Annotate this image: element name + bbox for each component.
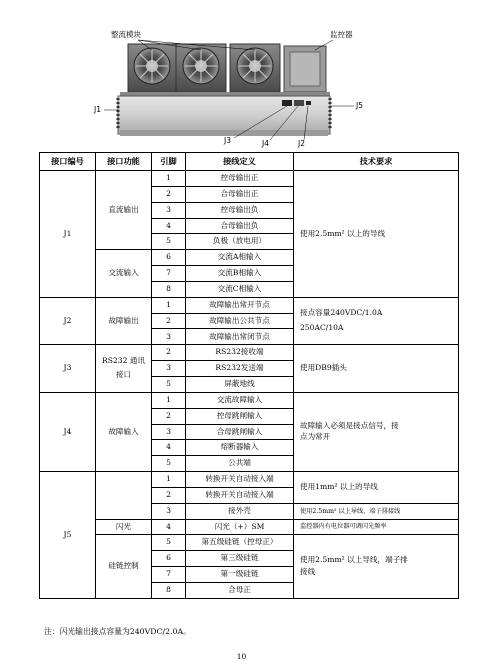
requirement-j2-line2: 250AC/10A	[300, 323, 344, 333]
requirement-j5-1-2: 使用1mm² 以上的导线	[294, 472, 459, 504]
header-interface-function: 接口功能	[96, 153, 152, 171]
table-row	[40, 171, 459, 187]
pin-cell: 5	[152, 376, 186, 392]
label-j4: J4	[262, 139, 269, 148]
requirement-j2	[294, 297, 459, 345]
table-row	[40, 297, 459, 313]
requirement-j5-5-8-line2: 接线	[300, 567, 316, 577]
header-interface-id: 接口编号	[40, 153, 96, 171]
table-header-row	[40, 153, 459, 171]
definition-cell: 控母跳闸输入	[186, 408, 294, 424]
interface-id-j2: J2	[40, 297, 96, 345]
definition-cell: 转换开关自动接入端	[186, 472, 294, 488]
function-blank	[96, 472, 152, 520]
label-j2: J2	[298, 139, 305, 148]
definition-cell: 交流故障输入	[186, 392, 294, 408]
requirement-j4-line1: 故障输入必须是接点信号，接	[300, 420, 399, 430]
definition-cell: 故障输出常开节点	[186, 297, 294, 313]
definition-cell: 控母输出正	[186, 171, 294, 187]
function-ac-input: 交流输入	[96, 250, 152, 298]
rectifier-module-3	[230, 44, 280, 92]
pin-cell: 4	[152, 218, 186, 234]
page-number: 10	[236, 652, 247, 661]
requirement-j1: 使用2.5mm² 以上的导线	[294, 171, 459, 298]
definition-cell: 第三级硅链	[186, 551, 294, 567]
table-row	[40, 392, 459, 408]
interface-id-j1: J1	[40, 171, 96, 298]
definition-cell: 公共端	[186, 456, 294, 472]
table-row	[40, 519, 459, 535]
pin-cell: 3	[152, 503, 186, 519]
pin-cell: 8	[152, 281, 186, 297]
pin-cell: 2	[152, 487, 186, 503]
definition-cell: 第五级硅链（控母正）	[186, 535, 294, 551]
enclosure	[118, 92, 330, 136]
pin-cell: 4	[152, 440, 186, 456]
pin-cell: 7	[152, 266, 186, 282]
header-technical-requirement: 技术要求	[294, 153, 459, 171]
rectifier-module-2	[176, 44, 226, 92]
function-rs232	[96, 345, 152, 393]
table-row	[40, 345, 459, 361]
definition-cell: 屏蔽地线	[186, 376, 294, 392]
definition-cell: 交流A相输入	[186, 250, 294, 266]
pin-cell: 6	[152, 250, 186, 266]
definition-cell: RS232接收端	[186, 345, 294, 361]
definition-cell: 闪光（+）SM	[186, 519, 294, 535]
interface-spec-table	[39, 152, 459, 599]
function-silicon-chain: 硅链控制	[96, 535, 152, 598]
header-wiring-definition: 接线定义	[186, 153, 294, 171]
pin-cell: 1	[152, 472, 186, 488]
table-row	[40, 535, 459, 551]
definition-cell: 负极（放电用）	[186, 234, 294, 250]
table-row	[40, 472, 459, 488]
function-rs232-line1: RS232 通讯	[101, 356, 145, 366]
pin-cell: 2	[152, 345, 186, 361]
definition-cell: 合母输出负	[186, 218, 294, 234]
header-pin: 引脚	[152, 153, 186, 171]
definition-cell: 交流B相输入	[186, 266, 294, 282]
definition-cell: 合母跳闸输入	[186, 424, 294, 440]
definition-cell: 第一级硅链	[186, 567, 294, 583]
pin-cell: 1	[152, 297, 186, 313]
footnote: 注：闪光输出接点容量为240VDC/2.0A。	[44, 627, 191, 636]
definition-cell: 故障输出常闭节点	[186, 329, 294, 345]
rectifier-module-1	[128, 44, 176, 92]
pin-cell: 5	[152, 234, 186, 250]
definition-cell: 合母正	[186, 582, 294, 598]
pin-cell: 5	[152, 535, 186, 551]
definition-cell: 控母输出负	[186, 202, 294, 218]
function-fault-input: 故障输入	[96, 392, 152, 471]
pin-cell: 2	[152, 313, 186, 329]
definition-cell: 交流C相输入	[186, 281, 294, 297]
pin-cell: 8	[152, 582, 186, 598]
pin-cell: 4	[152, 519, 186, 535]
requirement-j4-line2: 点为常开	[300, 432, 331, 442]
definition-cell: 接外壳	[186, 503, 294, 519]
requirement-j3: 使用DB9插头	[294, 345, 459, 393]
function-rs232-line2: 接口	[115, 370, 132, 380]
definition-cell: 合母输出正	[186, 186, 294, 202]
definition-cell: 故障输出公共节点	[186, 313, 294, 329]
interface-id-j3: J3	[40, 345, 96, 393]
function-fault-output: 故障输出	[96, 297, 152, 345]
pin-cell: 3	[152, 361, 186, 377]
definition-cell: 熔断器输入	[186, 440, 294, 456]
label-j1: J1	[94, 105, 101, 114]
pin-cell: 3	[152, 424, 186, 440]
interface-id-j5: J5	[40, 472, 96, 599]
pin-cell: 2	[152, 408, 186, 424]
pin-cell: 3	[152, 202, 186, 218]
pin-cell: 3	[152, 329, 186, 345]
pin-cell: 6	[152, 551, 186, 567]
requirement-j2-line1: 接点容量240VDC/1.0A	[300, 308, 383, 318]
label-rectifier-module: 整流模块	[111, 30, 141, 39]
pin-cell: 1	[152, 392, 186, 408]
interface-id-j4: J4	[40, 392, 96, 471]
product-photo	[0, 0, 483, 150]
requirement-j4	[294, 392, 459, 471]
definition-cell: 转换开关自动接入端	[186, 487, 294, 503]
label-j3: J3	[224, 136, 231, 145]
pin-cell: 5	[152, 456, 186, 472]
pin-cell: 1	[152, 171, 186, 187]
label-monitor: 监控器	[330, 30, 353, 39]
pin-cell: 2	[152, 186, 186, 202]
definition-cell: RS232发送端	[186, 361, 294, 377]
pin-cell: 7	[152, 567, 186, 583]
requirement-j5-5-8	[294, 535, 459, 598]
monitor-unit	[284, 46, 326, 92]
requirement-j5-4: 监控器内有电位器可调闪光频率	[294, 519, 459, 535]
label-j5: J5	[356, 101, 363, 110]
function-dc-output: 直流输出	[96, 171, 152, 250]
requirement-j5-3: 使用2.5mm² 以上导线，端子排接线	[294, 503, 459, 519]
function-flash: 闪光	[96, 519, 152, 535]
requirement-j5-5-8-line1: 使用2.5mm² 以上导线，端子排	[300, 555, 408, 565]
